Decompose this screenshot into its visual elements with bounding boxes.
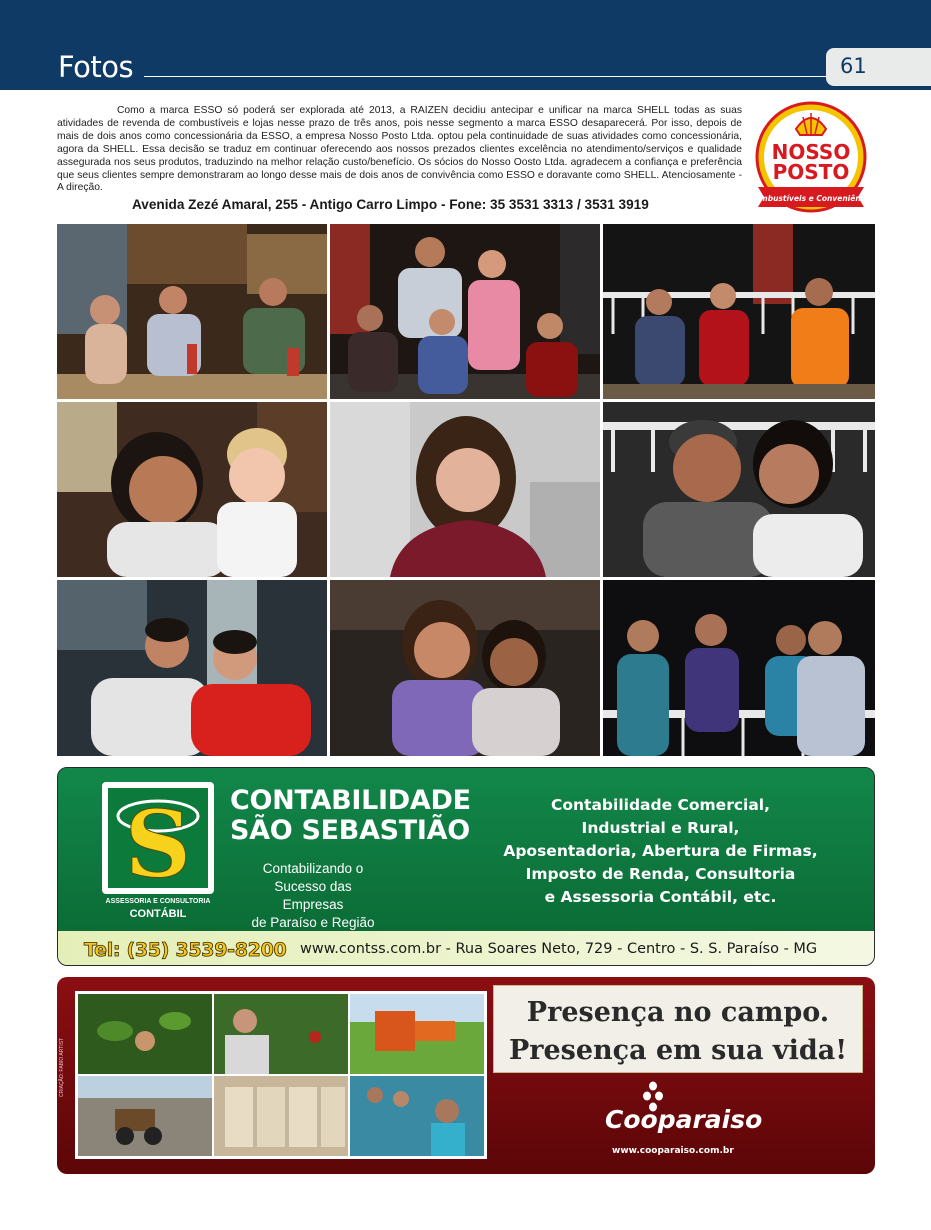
- address-line: Avenida Zezé Amaral, 255 - Antigo Carro Limpo - Fone: 35 3531 3313 / 3531 3919: [132, 197, 649, 212]
- company-name-line2: SÃO SEBASTIÃO: [230, 815, 470, 846]
- logo-caption-big: CONTÁBIL: [129, 908, 187, 920]
- nosso-posto-logo: [752, 101, 870, 217]
- tagline-line: de Paraíso e Região: [251, 915, 375, 930]
- logo-line1: NOSSO: [771, 140, 851, 164]
- logo-caption-small: ASSESSORIA E CONSULTORIA: [105, 898, 211, 905]
- cooparaiso-ad: [57, 977, 875, 1174]
- header-rule: [144, 76, 834, 77]
- slogan-line: Presença em sua vida!: [508, 1035, 848, 1066]
- woman-with-child-photo: [57, 402, 327, 577]
- tagline-line: Contabilizando o: [262, 861, 364, 876]
- tagline-line: Sucesso das Empresas: [274, 879, 352, 912]
- photo-grid: [57, 224, 875, 756]
- services-line: e Assessoria Contábil, etc.: [544, 888, 777, 906]
- contabilidade-ad: [57, 767, 875, 966]
- slogan: [494, 994, 862, 1070]
- cooparaiso-brand: Cooparaiso: [605, 1105, 763, 1134]
- company-name: [230, 786, 471, 846]
- services-line: Imposto de Renda, Consultoria: [525, 865, 796, 883]
- company-name-line1: CONTABILIDADE: [230, 785, 471, 816]
- slogan-banner: [493, 985, 863, 1073]
- services-list: [478, 794, 843, 909]
- services-line: Contabilidade Comercial,: [550, 796, 770, 814]
- logo-line2: POSTO: [772, 160, 850, 184]
- group-night-photo: [603, 224, 875, 399]
- web-address: www.contss.com.br - Rua Soares Neto, 729 - Centro - S. S. Paraíso - MG: [300, 941, 818, 957]
- two-young-men-photo: [57, 580, 327, 756]
- group-at-table-photo: [57, 224, 327, 399]
- services-line: Aposentadoria, Abertura de Firmas,: [503, 842, 818, 860]
- logo-ribbon: Combustíveis e Conveniência: [752, 194, 870, 203]
- two-girls-photo: [330, 580, 600, 756]
- cooparaiso-url: www.cooparaiso.com.br: [612, 1146, 734, 1156]
- section-title: Fotos: [58, 50, 134, 84]
- page-header: [0, 0, 931, 90]
- s-logo-icon: [108, 788, 208, 888]
- tagline: [248, 860, 378, 932]
- ad-photo-collage: [75, 991, 487, 1159]
- contact-bar: [58, 931, 874, 966]
- phone-number: Tel: (35) 3539-8200: [84, 939, 287, 961]
- page-number-tab: [826, 48, 931, 86]
- slogan-line: Presença no campo.: [526, 997, 830, 1028]
- ad-green-panel: [58, 768, 874, 931]
- design-credit: CRIAÇÃO: FABIO ARTIST: [59, 1037, 65, 1097]
- svg-text:S: S: [124, 790, 192, 888]
- services-line: Industrial e Rural,: [581, 819, 740, 837]
- intro-paragraph: Como a marca ESSO só poderá ser explorada até 2013, a RAIZEN decidiu antecipar e unificar na marca SHELL todas as suas atividades de revenda de combustíveis e lojas nesse prazo de três anos, pois nesse segmento a marca ESSO desaparecerá. Por isso, depois de mais de dois anos como concessionária da ESSO, a empresa Nosso Posto Ltda. optou pela continuidade de suas atividades como concessionária, agora da SHELL. Essa decisão se traduz em continuar oferecendo aos nossos prezados clientes excelência no atendimento/serviços e qualidade assegurada nos seus produtos, traduzindo na melhor relação custo/benefício. Os sócios do Nosso Oosto Ltda. agradecem a confiança e preferência que seus clientes sempre demonstraram ao longo desse mais de dois anos de convivência como ESSO e doravante como SHELL. Atenciosamente - A direção.: [57, 105, 742, 194]
- page-number: 61: [840, 54, 867, 78]
- couple-portrait-photo: [603, 402, 875, 577]
- contabilidade-logo: [102, 782, 214, 894]
- four-men-night-photo: [603, 580, 875, 756]
- group-standing-photo: [330, 224, 600, 399]
- young-woman-portrait-photo: [330, 402, 600, 577]
